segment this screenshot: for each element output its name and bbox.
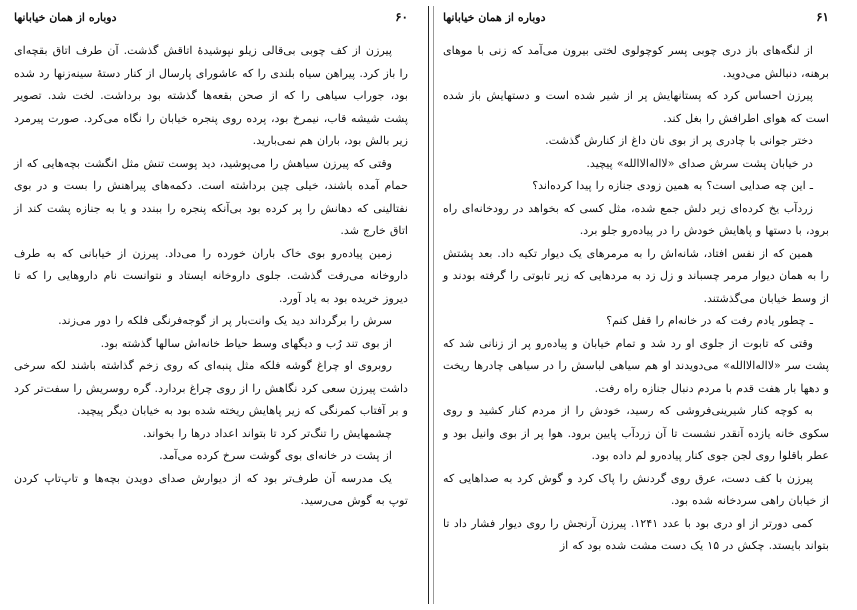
paragraph: از بوی تند رُب و دیگهای وسط حیاط خانه‌اش سالها گذشته بود. — [100, 336, 392, 350]
paragraph: پیرزن احساس کرد که پستانهایش پر از شیر شده است و دستهایش باز شده است که هوای اطرافش را بغل کند. — [443, 89, 829, 125]
paragraph: زمین پیاده‌رو بوی خاک باران خورده را می‌داد. پیرزن از خیابانی که به طرف داروخانه می‌رفت گذشت. جلوی داروخانه ایستاد و نتوانست نام داروهایی را که تا دیروز خریده بود به یاد آورد. — [14, 246, 408, 305]
paragraph: از لنگه‌های باز دری چوبی پسر کوچولوی لختی بیرون می‌آمد که زنی با موهای برهنه، دنبالش می‌دوید. — [443, 44, 829, 80]
paragraph: پیرزن از کف چوبی بی‌قالی زیلو نپوشیدهٔ اتاقش گذشت. آن طرف اتاق بقچه‌ای را باز کرد. پیراهن سیاه بلندی را که عاشورای پارسال از کنار دستهٔ سینه‌زنها رد شده بود، جوراب سیاهی را که از صحن بقعه‌ها گذشته بود برداشت. لخت شد. تصویر پشت شیشه قاب، نیمرخ بود، پرده روی پنجره خیابان را نگاه می‌کرد. صورت پیرمرد زیر بالش بود، باران هم نمی‌بارید. — [14, 44, 408, 147]
paragraph: از پشت در خانه‌ای بوی گوشت سرخ کرده می‌آمد. — [159, 449, 392, 462]
paragraph: دختر جوانی با چادری پر از بوی نان داغ از کنارش گذشت. — [545, 134, 813, 147]
right-page — [429, 0, 857, 610]
right-page-number: ۶۱ — [816, 10, 829, 24]
left-page-number: ۶۰ — [395, 10, 408, 24]
paragraph: وقتی که پیرزن سیاهش را می‌پوشید، دید پوست تنش مثل انگشت بچه‌هایی که از حمام آمده باشند، خیلی چین برداشته است. دکمه‌های پیراهنش را بست و در بوی نفتالینی که دهانش را پر کرده بود بی‌آنکه پنجره را ببندد و یا به جنازه پشت کند از اتاق خارج شد. — [14, 156, 408, 237]
paragraph: همین که از نفس افتاد، شانه‌اش را به مرمرهای یک دیوار تکیه داد. بعد پشتش را به همان دیوار مرمر چسباند و زل زد به مردهایی که زیر تابوتی را گرفته بودند و از وسط خیابان می‌گذشتند. — [443, 246, 829, 305]
paragraph: ـ این چه صدایی است؟ به همین زودی جنازه را پیدا کرده‌اند؟ — [532, 179, 813, 192]
paragraph: زردآب یخ کرده‌ای زیر دلش جمع شده، مثل کسی که بخواهد در رودخانه‌ای راه برود، با دستها و پاهایش خودش را در پیاده‌رو جلو برد. — [443, 201, 829, 237]
left-page — [0, 0, 428, 610]
paragraph: سرش را برگرداند دید یک وانت‌بار پر از گوجه‌فرنگی فلکه را دور می‌زند. — [58, 314, 392, 327]
paragraph: یک مدرسه آن طرف‌تر بود که از دیوارش صدای دویدن بچه‌ها و تاپ‌تاپ کردن توپ به گوش می‌رسید. — [14, 471, 408, 507]
right-running-title: دوباره از همان خیابانها — [443, 11, 546, 24]
paragraph: در خیابان پشت سرش صدای «لااله‌الاالله» پیچید. — [586, 156, 813, 170]
right-page-header — [443, 0, 829, 24]
left-running-title: دوباره از همان خیابانها — [14, 11, 117, 24]
paragraph: چشمهایش را تنگ‌تر کرد تا بتواند اعداد درها را بخواند. — [142, 426, 392, 440]
paragraph: روبروی او چراغ گوشه فلکه مثل پنبه‌ای که روی زخم گذاشته باشند لکه سرخی داشت پیرزن سعی کرد نگاهش را از روی چراغ بردارد. گره روسریش را سفت‌تر کرد و بر آفتاب کمرنگی که زیر پاهایش ریخته شده بود به خیابان دیگر پیچید. — [14, 359, 408, 417]
paragraph: وقتی که تابوت از جلوی او رد شد و تمام خیابان و پیاده‌رو پر از زنانی شد که پشت سر «لااله‌الاالله» می‌دویدند او هم سیاهی لباسش را در سیاهی چادرها ریخت و دهها بار هفت قدم با مردم دنبال جنازه راه رفت. — [443, 336, 829, 395]
paragraph: به کوچه کنار شیرینی‌فروشی که رسید، خودش را از مردم کنار کشید و روی سکوی خانه یازده آنقدر نشست تا آن زردآب پایین برود. هوا پر از بوی وانیل بود و عطر باقلوا روی لجن جوی کنار پیاده‌رو لم داده بود. — [443, 404, 829, 462]
paragraph: کمی دورتر از او دری بود با عدد ۱۲۴۱. پیرزن آرنجش را روی دیوار فشار داد تا بتواند بایستد. چکش در ۱۵ یک دست مشت شده بود که از — [443, 516, 829, 552]
paragraph: پیرزن با کف دست، عرق روی گردنش را پاک کرد و گوش کرد به صداهایی که از خیابان راهی سردخانه شده بود. — [443, 471, 829, 507]
paragraph: ـ چطور یادم رفت که در خانه‌ام را قفل کنم؟ — [606, 314, 813, 327]
right-page-body — [443, 40, 829, 558]
left-page-header — [14, 0, 408, 24]
left-page-body — [14, 40, 408, 513]
